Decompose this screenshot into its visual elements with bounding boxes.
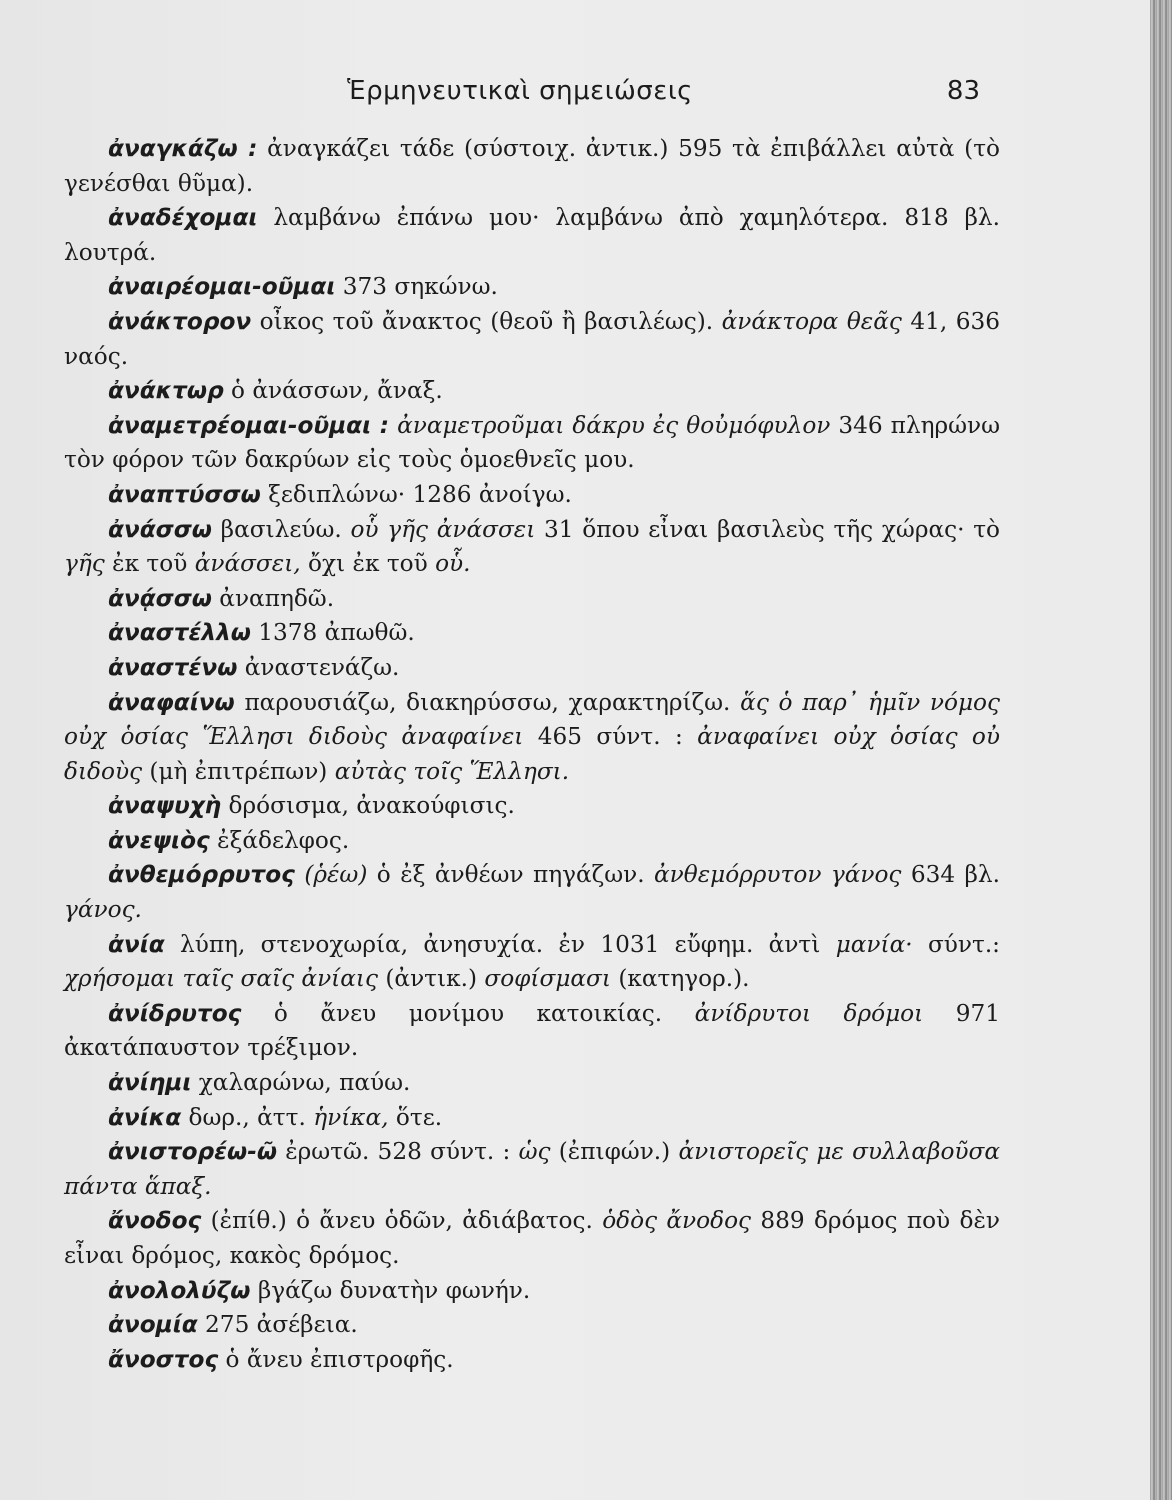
entry-text: 634 βλ. xyxy=(901,861,1000,889)
entry-text: 41, 636 ναός. xyxy=(64,307,1000,370)
entry-text: (ἀντικ.) xyxy=(378,965,485,993)
entry-headword: ἀναγκάζω : xyxy=(108,135,258,162)
entry-text: δρόσισμα, ἀνακούφισις. xyxy=(221,792,515,820)
entry-text: ἐρωτῶ. 528 σύντ. : xyxy=(276,1138,519,1166)
entry-headword: ἀναμετρέομαι-οῦμαι : xyxy=(108,411,390,439)
entry-text: χαλαρώνω, παύω. xyxy=(191,1069,411,1097)
glossary-entry xyxy=(64,132,1000,201)
entry-text: ἀναστενάζω. xyxy=(237,653,400,681)
glossary-entry xyxy=(64,789,1000,824)
entry-text: βγάζω δυνατὴν φωνήν. xyxy=(250,1276,531,1304)
entry-headword: ἀναψυχὴ xyxy=(108,792,222,820)
entry-text: λύπη, στενοχωρία, ἀνησυχία. ἐν 1031 εὔφημ. ἀντὶ xyxy=(164,930,836,958)
glossary-entry xyxy=(64,616,1000,651)
glossary-entry xyxy=(64,1101,1000,1136)
entry-quote: ἀνιστορεῖς με συλλαβοῦσα πάντα ἅπαξ. xyxy=(64,1138,1001,1200)
entry-text: 1378 ἀπωθῶ. xyxy=(250,619,415,647)
entry-quote: οὗ. xyxy=(435,550,471,578)
entry-text: 373 σηκώνω. xyxy=(335,273,498,301)
entry-quote: ἀνάκτορα θεᾶς xyxy=(721,307,902,335)
entry-quote: μανία· xyxy=(835,930,913,958)
entry-text: ὁ ἐξ ἀνθέων πηγάζων. xyxy=(367,861,654,889)
glossary-entry xyxy=(64,824,1000,859)
entry-headword: ἄνοδος xyxy=(108,1207,202,1235)
entry-headword: ἀνολολύζω xyxy=(108,1276,251,1304)
entry-text: σύντ.: xyxy=(912,930,1000,958)
entry-text: ὁ ἄνευ μονίμου κατοικίας. xyxy=(241,999,695,1027)
entry-headword: ἄνοστος xyxy=(108,1345,219,1373)
entry-headword: ἀνεψιὸς xyxy=(108,826,210,854)
entry-text: βασιλεύω. xyxy=(211,515,351,543)
entry-text: ἐκ τοῦ xyxy=(104,550,195,578)
entry-headword: ἀναιρέομαι-οῦμαι xyxy=(108,273,336,301)
entry-headword: ἀνάκτωρ xyxy=(108,377,224,405)
entry-quote: ἀνάσσει, xyxy=(194,550,301,578)
entry-headword: ἀνάκτορον xyxy=(108,307,252,335)
glossary-entry xyxy=(64,409,1000,478)
entry-text: 275 ἀσέβεια. xyxy=(197,1311,358,1339)
entry-headword: ἀναστένω xyxy=(108,653,238,681)
entry-quote: ἡνίκα, xyxy=(313,1103,389,1131)
entry-text: ἀναγκάζει τάδε (σύστοιχ. ἀντικ.) 595 τὰ ἐπιβάλλει αὐτὰ (τὸ γενέσθαι θῦμα). xyxy=(64,135,1000,197)
entry-headword: ἀνάσσω xyxy=(108,515,212,543)
page-title: Ἑρμηνευτικαὶ σημειώσεις xyxy=(347,76,693,106)
entry-headword: ἀνᾴσσω xyxy=(108,584,212,612)
glossary-entry xyxy=(64,858,1000,927)
glossary-entry xyxy=(64,1308,1000,1343)
entry-quote: ἀναμετροῦμαι δάκρυ ἐς θοὐμόφυλον xyxy=(397,411,831,439)
entry-text: οἶκος τοῦ ἄνακτος (θεοῦ ἢ βασιλέως). xyxy=(251,307,722,335)
glossary-entry xyxy=(64,651,1000,686)
glossary-entry xyxy=(64,201,1000,270)
entry-quote: σοφίσμασι xyxy=(484,965,611,993)
glossary-entry xyxy=(64,686,1000,790)
entry-headword: ἀναδέχομαι xyxy=(108,204,258,232)
page-number: 83 xyxy=(946,76,980,106)
entry-text xyxy=(389,412,397,439)
entry-headword: ἀνίδρυτος xyxy=(108,999,242,1027)
entry-text: ὄχι ἐκ τοῦ xyxy=(300,550,436,578)
glossary-entry xyxy=(64,997,1000,1066)
glossary-entry xyxy=(64,478,1000,513)
entry-headword: ἀνίκα xyxy=(108,1103,182,1131)
glossary-entry xyxy=(64,1343,1000,1378)
entry-headword: ἀνιστορέω-ῶ xyxy=(108,1138,277,1166)
entry-text: (ἐπιφών.) xyxy=(550,1138,679,1166)
glossary-entry xyxy=(64,513,1000,582)
entry-quote: γάνος. xyxy=(64,896,142,924)
entry-quote: ἅς ὁ παρ᾽ ἡμῖν νόμος οὐχ ὁσίας Ἕλλησι διδοὺς ἀναφαίνει xyxy=(64,688,1000,751)
entry-headword: ἀνία xyxy=(108,930,165,958)
entry-text: ὁ ἄνευ ἐπιστροφῆς. xyxy=(218,1345,454,1373)
page-edge xyxy=(1150,0,1172,1500)
entry-text: ξεδιπλώνω· 1286 ἀνοίγω. xyxy=(260,480,572,508)
glossary-entry xyxy=(64,270,1000,305)
glossary-entry xyxy=(64,1204,1000,1273)
entry-text: 465 σύντ. : xyxy=(523,723,698,751)
entry-text: δωρ., ἀττ. xyxy=(181,1103,314,1131)
glossary-entry xyxy=(64,305,1000,374)
entry-text: ὅτε. xyxy=(388,1103,443,1131)
running-header xyxy=(60,72,980,112)
glossary-entry xyxy=(64,1066,1000,1101)
entry-headword: ἀνθεμόρρυτος xyxy=(108,861,295,889)
entry-text xyxy=(295,861,304,888)
entry-headword: ἀνομία xyxy=(108,1311,198,1339)
entry-text: ὁ ἀνάσσων, ἄναξ. xyxy=(223,377,443,405)
entry-quote: οὗ γῆς ἀνάσσει xyxy=(350,515,536,543)
entry-headword: ἀναφαίνω xyxy=(108,688,235,716)
entry-text: 31 ὅπου εἶναι βασιλεὺς τῆς χώρας· τὸ xyxy=(535,515,1001,543)
entry-headword: ἀναστέλλω xyxy=(108,619,251,647)
glossary-entry xyxy=(64,1135,1000,1204)
entry-text: ἀναπηδῶ. xyxy=(211,584,335,612)
entry-quote: χρήσομαι ταῖς σαῖς ἀνίαις xyxy=(64,965,379,993)
entry-quote: ἀνίδρυτοι δρόμοι xyxy=(694,999,924,1027)
entry-text: λαμβάνω ἐπάνω μου· λαμβάνω ἀπὸ χαμηλότερα. 818 βλ. λουτρά. xyxy=(64,204,1000,266)
entry-quote: γῆς xyxy=(64,550,105,578)
glossary-entry xyxy=(64,1274,1000,1309)
entry-text: παρουσιάζω, διακηρύσσω, χαρακτηρίζω. xyxy=(234,688,741,716)
entry-quote: ὡς xyxy=(518,1138,551,1166)
entry-quote: (ῥέω) xyxy=(304,861,368,889)
glossary-entry xyxy=(64,582,1000,617)
entry-text: ἐξάδελφος. xyxy=(209,826,350,854)
glossary-entry xyxy=(64,928,1000,997)
entry-text: (ἐπίθ.) ὁ ἄνευ ὁδῶν, ἀδιάβατος. xyxy=(201,1207,603,1235)
entry-text: (μὴ ἐπιτρέπων) xyxy=(142,757,335,785)
glossary-body xyxy=(64,132,1000,1377)
entry-text: 346 πληρώνω τὸν φόρον τῶν δακρύων εἰς τοὺς ὁμοεθνεῖς μου. xyxy=(64,411,1000,474)
entry-quote: αὐτὰς τοῖς Ἕλλησι. xyxy=(334,757,570,785)
entry-headword: ἀνίημι xyxy=(108,1069,192,1097)
entry-text: (κατηγορ.). xyxy=(610,965,750,993)
entry-headword: ἀναπτύσσω xyxy=(108,480,261,508)
entry-text: 889 δρόμος ποὺ δὲν εἶναι δρόμος, κακὸς δρόμος. xyxy=(64,1207,1000,1269)
entry-quote: ἀναφαίνει οὐχ ὁσίας οὐ διδοὺς xyxy=(64,723,1000,785)
entry-quote: ἀνθεμόρρυτον γάνος xyxy=(653,861,902,889)
entry-text: 971 ἀκατάπαυστον τρέξιμον. xyxy=(64,999,1000,1062)
glossary-entry xyxy=(64,374,1000,409)
entry-quote: ὁδὸς ἄνοδος xyxy=(602,1207,752,1235)
